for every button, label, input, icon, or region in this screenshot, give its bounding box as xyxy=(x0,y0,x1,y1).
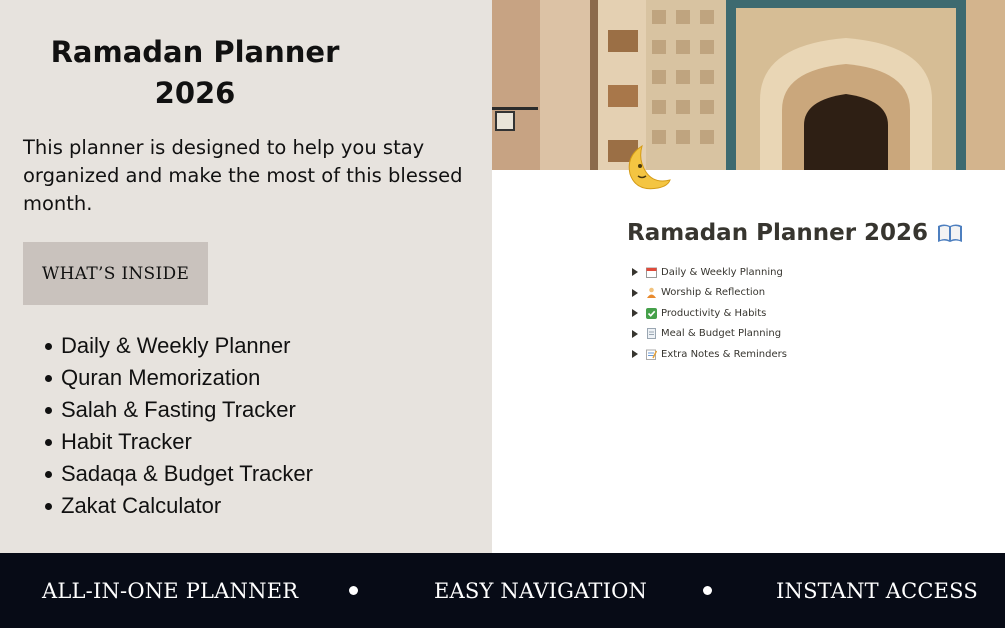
bullet-icon xyxy=(45,407,52,414)
memo-icon xyxy=(646,349,657,360)
toggle-triangle-icon[interactable] xyxy=(632,289,638,297)
banner-label: ALL-IN-ONE PLANNER xyxy=(42,578,299,603)
toggle-label: Worship & Reflection xyxy=(661,287,766,299)
toggle-label: Extra Notes & Reminders xyxy=(661,348,787,360)
banner-item-instant-access xyxy=(776,553,978,628)
feature-label: Sadaqa & Budget Tracker xyxy=(61,461,313,486)
toggle-triangle-icon[interactable] xyxy=(632,350,638,358)
toggle-triangle-icon[interactable] xyxy=(632,309,638,317)
feature-item xyxy=(45,330,313,362)
feature-label: Daily & Weekly Planner xyxy=(61,333,291,358)
feature-item xyxy=(45,490,313,522)
cover-image[interactable] xyxy=(492,0,1005,170)
feature-item xyxy=(45,394,313,426)
toggle-triangle-icon[interactable] xyxy=(632,330,638,338)
feature-item xyxy=(45,426,313,458)
promo-panel xyxy=(0,0,492,553)
toggle-item[interactable] xyxy=(632,324,787,345)
page-title[interactable] xyxy=(627,220,963,246)
crescent-moon-icon[interactable] xyxy=(624,142,672,194)
feature-label: Salah & Fasting Tracker xyxy=(61,397,296,422)
notion-page-preview xyxy=(492,0,1005,553)
toggle-item[interactable] xyxy=(632,283,787,304)
toggle-label: Meal & Budget Planning xyxy=(661,328,782,340)
whats-inside-label: WHAT’S INSIDE xyxy=(41,263,190,284)
bullet-icon xyxy=(45,503,52,510)
toggle-label: Productivity & Habits xyxy=(661,307,767,319)
bullet-icon xyxy=(45,439,52,446)
feature-list xyxy=(45,330,313,522)
feature-banner xyxy=(0,553,1005,628)
banner-label: EASY NAVIGATION xyxy=(434,578,648,603)
feature-item xyxy=(45,362,313,394)
toggle-list xyxy=(632,262,787,365)
promo-description: This planner is designed to help you stay organized and make the most of this blessed month. xyxy=(23,136,463,215)
page-title-text: Ramadan Planner 2026 xyxy=(627,220,929,246)
open-book-icon xyxy=(937,223,963,243)
banner-item-easy-navigation xyxy=(434,553,647,628)
whats-inside-badge xyxy=(23,242,208,305)
feature-label: Habit Tracker xyxy=(61,429,192,454)
toggle-triangle-icon[interactable] xyxy=(632,268,638,276)
check-mark-icon xyxy=(646,308,657,319)
toggle-item[interactable] xyxy=(632,344,787,365)
prayer-person-icon xyxy=(646,287,657,298)
separator-dot-icon xyxy=(703,586,712,595)
banner-label: INSTANT ACCESS xyxy=(776,578,978,603)
feature-label: Zakat Calculator xyxy=(61,493,222,518)
separator-dot-icon xyxy=(349,586,358,595)
feature-label: Quran Memorization xyxy=(61,365,261,390)
feature-item xyxy=(45,458,313,490)
mosque-arch-illustration xyxy=(492,0,1005,170)
menu-card-icon xyxy=(646,328,657,339)
toggle-label: Daily & Weekly Planning xyxy=(661,266,783,278)
bullet-icon xyxy=(45,375,52,382)
calendar-icon xyxy=(646,267,657,278)
banner-item-all-in-one xyxy=(42,553,298,628)
toggle-item[interactable] xyxy=(632,303,787,324)
bullet-icon xyxy=(45,343,52,350)
toggle-item[interactable] xyxy=(632,262,787,283)
promo-title: Ramadan Planner 2026 xyxy=(50,35,340,110)
bullet-icon xyxy=(45,471,52,478)
